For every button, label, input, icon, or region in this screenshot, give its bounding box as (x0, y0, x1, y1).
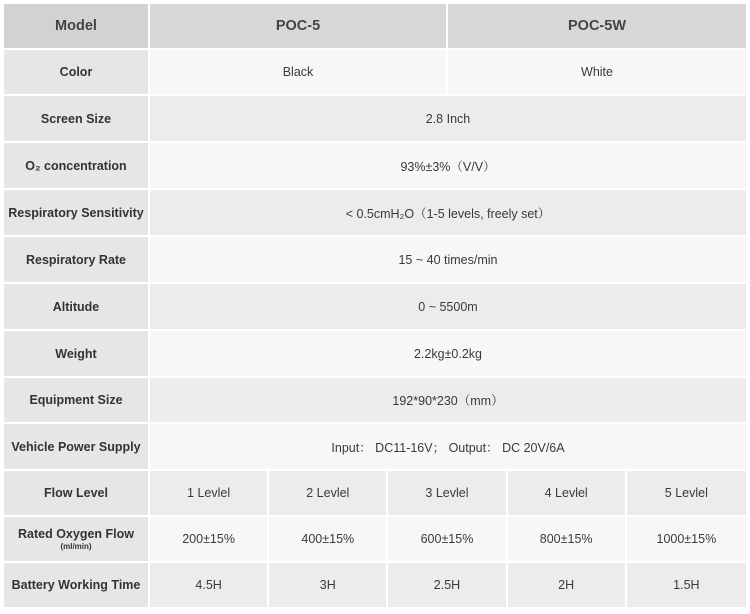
unit-label: (ml/min) (60, 542, 92, 552)
color-value-poc-5: Black (150, 50, 448, 94)
rated-flow-cell: 600±15% (388, 517, 507, 561)
equipment-size-value: 192*90*230（mm） (150, 378, 746, 422)
flow-level-cell: 4 Levlel (508, 471, 627, 515)
battery-time-cell: 4.5H (150, 563, 269, 607)
equipment-size-row (4, 378, 746, 424)
color-value-poc-5w: White (448, 50, 746, 94)
spec-table (4, 4, 746, 609)
row-label: Screen Size (4, 96, 150, 141)
row-label: Equipment Size (4, 378, 150, 422)
screen-size-value: 2.8 Inch (150, 96, 746, 141)
o2-concentration-value: 93%±3%（V/V） (150, 143, 746, 188)
flow-level-cell: 3 Levlel (388, 471, 507, 515)
respiratory-sensitivity-row (4, 190, 746, 237)
row-label: Rated Oxygen Flow (18, 526, 134, 541)
row-label-cell (4, 517, 150, 561)
rated-flow-cell: 400±15% (269, 517, 388, 561)
rated-oxygen-flow-row (4, 517, 746, 563)
weight-value: 2.2kg±0.2kg (150, 331, 746, 376)
row-label: Altitude (4, 284, 150, 329)
respiratory-sensitivity-value: < 0.5cmH₂O（1-5 levels, freely set） (150, 190, 746, 235)
altitude-row (4, 284, 746, 331)
row-label: Battery Working Time (4, 563, 150, 607)
rated-flow-cell: 200±15% (150, 517, 269, 561)
color-row (4, 50, 746, 96)
rated-flow-cell: 800±15% (508, 517, 627, 561)
respiratory-rate-row (4, 237, 746, 284)
row-label: Respiratory Rate (4, 237, 150, 282)
row-label: Flow Level (4, 471, 150, 515)
row-label: Vehicle Power Supply (4, 424, 150, 469)
altitude-value: 0 ~ 5500m (150, 284, 746, 329)
vehicle-power-supply-value: Input： DC11-16V； Output： DC 20V/6A (150, 424, 746, 469)
vehicle-power-supply-row (4, 424, 746, 471)
screen-size-row (4, 96, 746, 143)
battery-working-time-row (4, 563, 746, 609)
flow-level-row (4, 471, 746, 517)
model-header: Model (4, 4, 150, 48)
flow-level-cell: 5 Levlel (627, 471, 746, 515)
battery-time-cell: 2H (508, 563, 627, 607)
row-label: Respiratory Sensitivity (4, 190, 150, 235)
header-row (4, 4, 746, 50)
o2-concentration-row (4, 143, 746, 190)
poc-5w-header: POC-5W (448, 4, 746, 48)
row-label: Color (4, 50, 150, 94)
respiratory-rate-value: 15 ~ 40 times/min (150, 237, 746, 282)
battery-time-cell: 3H (269, 563, 388, 607)
rated-flow-cell: 1000±15% (627, 517, 746, 561)
weight-row (4, 331, 746, 378)
battery-time-cell: 1.5H (627, 563, 746, 607)
flow-level-cell: 1 Levlel (150, 471, 269, 515)
battery-time-cell: 2.5H (388, 563, 507, 607)
row-label: Weight (4, 331, 150, 376)
poc-5-header: POC-5 (150, 4, 448, 48)
flow-level-cell: 2 Levlel (269, 471, 388, 515)
row-label: O₂ concentration (4, 143, 150, 188)
